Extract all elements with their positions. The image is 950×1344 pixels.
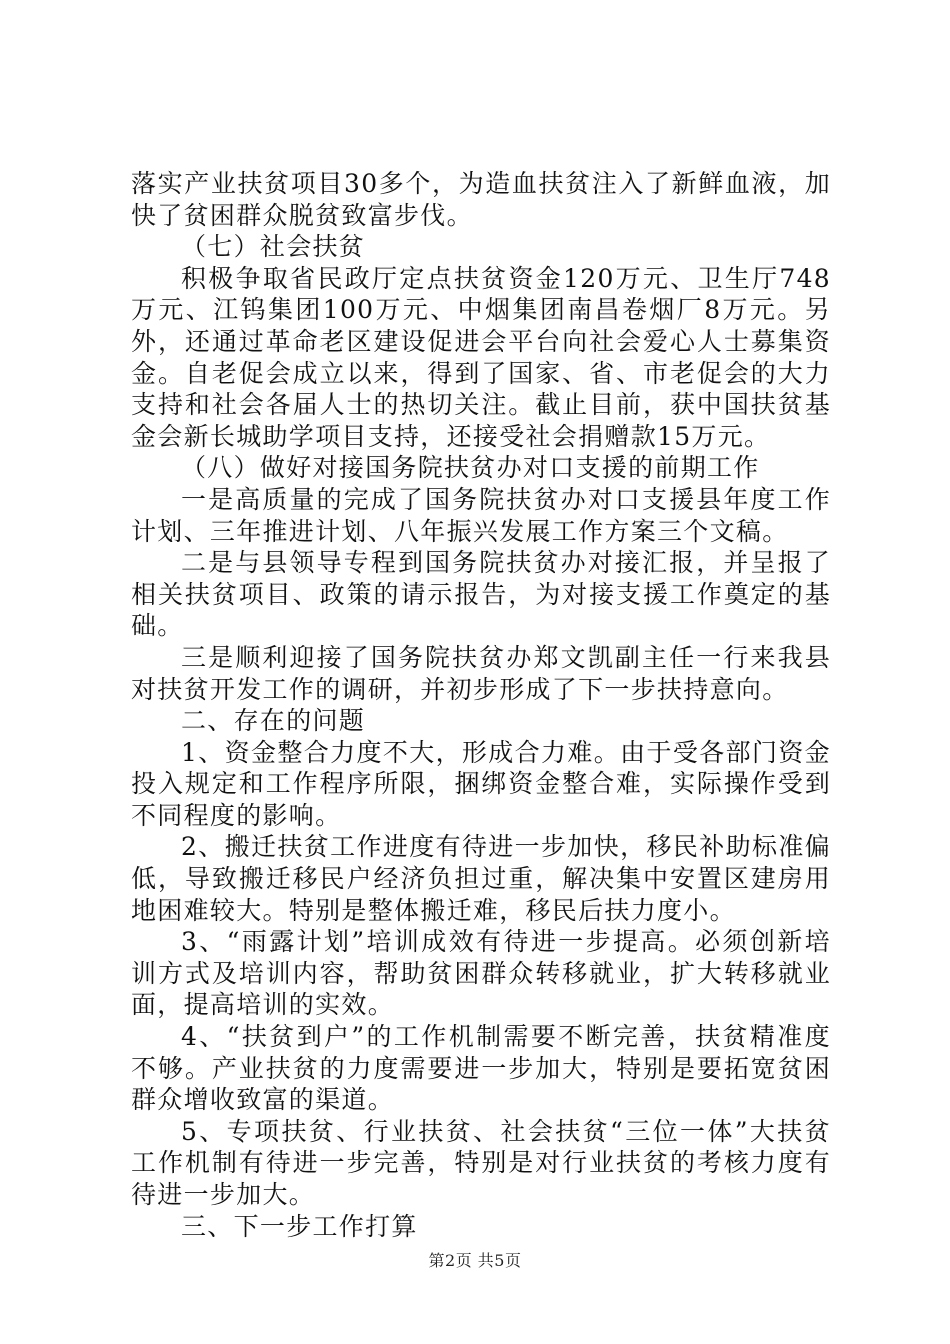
paragraph-problem-1: 1、资金整合力度不大，形成合力难。由于受各部门资金投入规定和工作程序所限，捆绑资金整合难，实际操作受到不同程度的影响。 <box>131 737 831 830</box>
paragraph-problem-3: 3、“雨露计划”培训成效有待进一步提高。必须创新培训方式及培训内容，帮助贫困群众转移就业，扩大转移就业面，提高培训的实效。 <box>131 927 831 1020</box>
paragraph-docking-item-1: 一是高质量的完成了国务院扶贫办对口支援县年度工作计划、三年推进计划、八年振兴发展工作方案三个文稿。 <box>131 484 831 546</box>
paragraph-problem-4: 4、“扶贫到户”的工作机制需要不断完善，扶贫精准度不够。产业扶贫的力度需要进一步加大，特别是要拓宽贫困群众增收致富的渠道。 <box>131 1022 831 1115</box>
paragraph-social-funding: 积极争取省民政厅定点扶贫资金120万元、卫生厅748万元、江钨集团100万元、中烟集团南昌卷烟厂8万元。另外，还通过革命老区建设促进会平台向社会爱心人士募集资金。自老促会成立以来，得到了国家、省、市老促会的大力支持和社会各届人士的热切关注。截止目前，获中国扶贫基金会新长城助学项目支持，还接受社会捐赠款15万元。 <box>131 263 831 451</box>
paragraph-problem-5: 5、专项扶贫、行业扶贫、社会扶贫“三位一体”大扶贫工作机制有待进一步完善，特别是对行业扶贫的考核力度有待进一步加大。 <box>131 1116 831 1209</box>
section-heading-state-council-docking: （八）做好对接国务院扶贫办对口支援的前期工作 <box>181 453 760 483</box>
paragraph-industry-projects: 落实产业扶贫项目30多个，为造血扶贫注入了新鲜血液，加快了贫困群众脱贫致富步伐。 <box>131 169 831 230</box>
section-heading-existing-problems: 二、存在的问题 <box>181 706 366 736</box>
section-heading-next-steps: 三、下一步工作打算 <box>181 1211 418 1241</box>
page-number-footer: 第2页 共5页 <box>428 1251 522 1270</box>
paragraph-problem-2: 2、搬迁扶贫工作进度有待进一步加快，移民补助标准偏低，导致搬迁移民户经济负担过重，解决集中安置区建房用地困难较大。特别是整体搬迁难，移民后扶力度小。 <box>131 832 831 925</box>
document-body <box>131 168 831 1242</box>
paragraph-docking-item-3: 三是顺利迎接了国务院扶贫办郑文凯副主任一行来我县对扶贫开发工作的调研，并初步形成了下一步扶持意向。 <box>131 642 831 704</box>
section-heading-social-poverty: （七）社会扶贫 <box>181 232 366 262</box>
paragraph-docking-item-2: 二是与县领导专程到国务院扶贫办对接汇报，并呈报了相关扶贫项目、政策的请示报告，为对接支援工作奠定的基础。 <box>131 548 831 641</box>
